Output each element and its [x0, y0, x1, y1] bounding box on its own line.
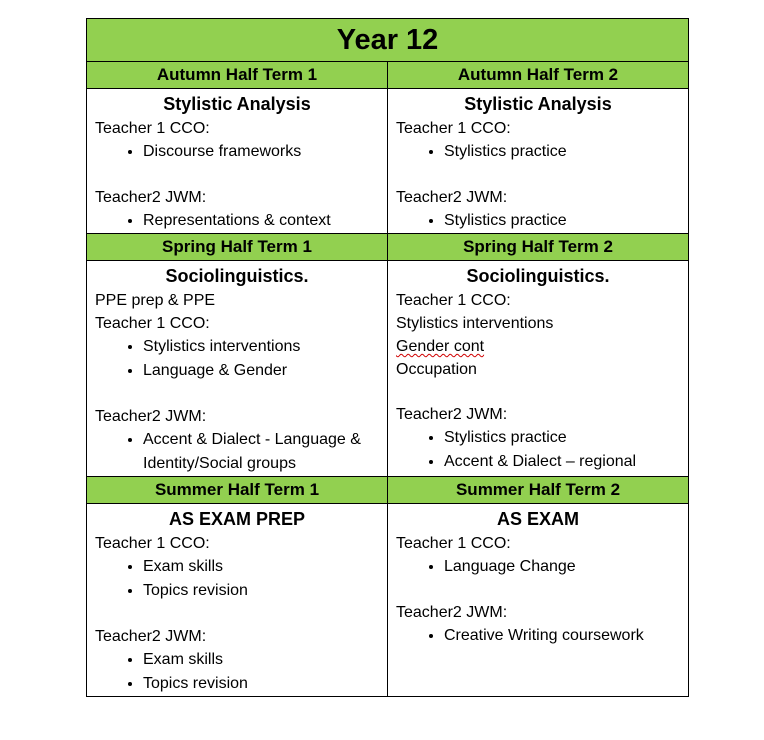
list-item: • Representations & context [143, 209, 379, 233]
list-item: • Topics revision [143, 672, 379, 696]
teacher1-list [95, 335, 379, 383]
page-title: Year 12 [87, 19, 689, 62]
term-header-summer-2: Summer Half Term 2 [388, 477, 689, 504]
teacher1-label: Teacher 1 CCO: [396, 292, 511, 309]
list-item: • Exam skills [143, 555, 379, 579]
year-plan-table [86, 18, 688, 697]
subject-title: Sociolinguistics. [165, 266, 309, 286]
teacher1-list [396, 140, 680, 164]
list-item: • Discourse frameworks [143, 140, 379, 164]
list-item: • Accent & Dialect – regional [444, 450, 680, 474]
list-item: • Topics revision [143, 579, 379, 603]
term-cell-summer-2 [388, 504, 689, 697]
term-cell-spring-2 [388, 261, 689, 477]
teacher2-list [95, 648, 379, 696]
note-text: Gender cont [396, 338, 485, 355]
list-item: • Stylistics interventions [143, 335, 379, 359]
teacher1-label: Teacher 1 CCO: [95, 535, 210, 552]
subject-title: Stylistic Analysis [163, 94, 311, 114]
teacher2-label: Teacher2 JWM: [95, 628, 207, 645]
teacher1-label: Teacher 1 CCO: [396, 535, 511, 552]
teacher2-label: Teacher2 JWM: [396, 406, 508, 423]
note-line: PPE prep & PPE [95, 292, 216, 309]
term-header-spring-1: Spring Half Term 1 [87, 234, 388, 261]
teacher2-label: Teacher2 JWM: [396, 604, 508, 621]
subject-title: AS EXAM [497, 509, 580, 529]
teacher2-label: Teacher2 JWM: [396, 189, 508, 206]
teacher2-list [396, 209, 680, 233]
teacher2-label: Teacher2 JWM: [95, 189, 207, 206]
term-header-autumn-1: Autumn Half Term 1 [87, 62, 388, 89]
teacher1-list [95, 140, 379, 164]
list-item: • Language & Gender [143, 359, 379, 383]
term-cell-autumn-2 [388, 89, 689, 234]
term-cell-summer-1 [87, 504, 388, 697]
teacher1-label: Teacher 1 CCO: [396, 120, 511, 137]
term-header-summer-1: Summer Half Term 1 [87, 477, 388, 504]
term-cell-spring-1 [87, 261, 388, 477]
term-header-spring-2: Spring Half Term 2 [388, 234, 689, 261]
note-line: Stylistics interventions [396, 315, 554, 332]
teacher2-list [396, 426, 680, 474]
teacher2-list [95, 209, 379, 233]
teacher1-label: Teacher 1 CCO: [95, 315, 210, 332]
list-item: • Accent & Dialect - Language & Identity/Social groups [143, 428, 379, 476]
subject-title: Sociolinguistics. [466, 266, 610, 286]
term-header-autumn-2: Autumn Half Term 2 [388, 62, 689, 89]
teacher1-list [95, 555, 379, 603]
teacher2-label: Teacher2 JWM: [95, 408, 207, 425]
list-item: • Language Change [444, 555, 680, 579]
subject-title: AS EXAM PREP [168, 509, 306, 529]
note-line [396, 335, 680, 358]
list-item: • Exam skills [143, 648, 379, 672]
note-line: Occupation [396, 361, 477, 378]
teacher1-list [396, 555, 680, 579]
list-item: • Stylistics practice [444, 426, 680, 450]
list-item: • Stylistics practice [444, 209, 680, 233]
subject-title: Stylistic Analysis [464, 94, 612, 114]
teacher2-list [95, 428, 379, 476]
teacher2-list [396, 624, 680, 648]
term-cell-autumn-1 [87, 89, 388, 234]
list-item: • Stylistics practice [444, 140, 680, 164]
list-item: • Creative Writing coursework [444, 624, 680, 648]
teacher1-label: Teacher 1 CCO: [95, 120, 210, 137]
